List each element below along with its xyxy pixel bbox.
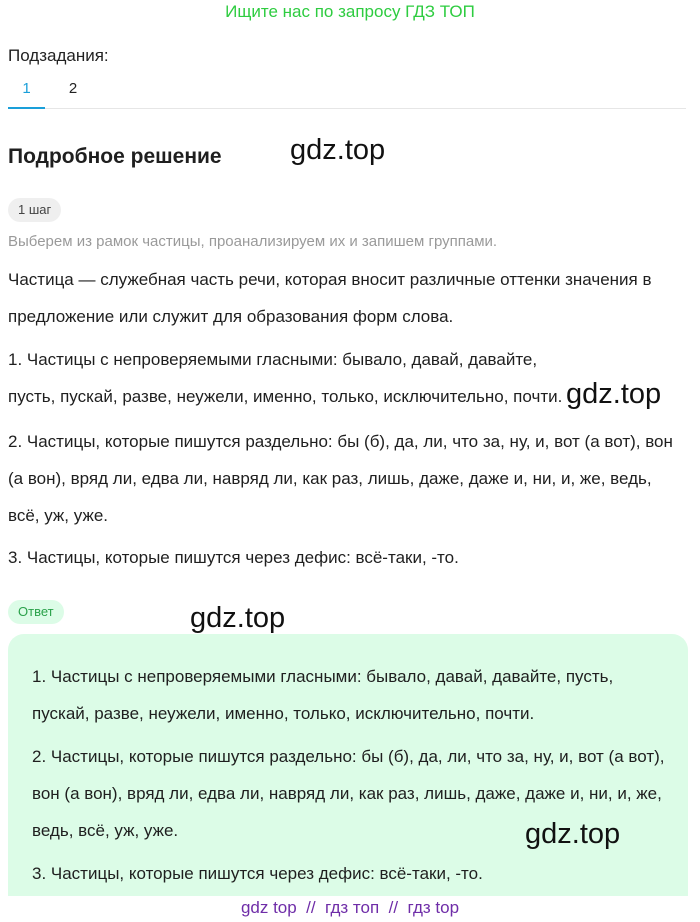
definition-text: Частица — служебная часть речи, которая вносит различные оттенки значения в предложение или служит для образования форм слова. (8, 270, 652, 326)
answer-box (8, 634, 688, 922)
footer-links[interactable]: gdz top // гдз топ // гдз top (0, 896, 700, 922)
subtasks-label: Подзадания: (8, 46, 109, 65)
search-banner: Ищите нас по запросу ГДЗ ТОП (225, 2, 475, 21)
watermark: gdz.top (190, 602, 286, 634)
step-badge: 1 шаг (8, 198, 61, 222)
answer-item-2: 2. Частицы, которые пишутся раздельно: бы (б), да, ли, что за, ну, и, вот (а вот), вон (а вон), вряд ли, едва ли, навряд ли, как раз, лишь, даже, даже и, ни, и, же, ведь, всё, уж, уже. (32, 747, 665, 840)
answer-item-1: 1. Частицы с непроверяемыми гласными: бывало, давай, давайте, пусть, пускай, разве, неужели, именно, только, исключительно, почти. (32, 667, 614, 723)
watermark: gdz.top (290, 134, 386, 166)
solution-item-1: 1. Частицы с непроверяемыми гласными: бывало, давай, давайте, пусть, пускай, разве, неужели, именно, только, исключительно, почти. (8, 350, 563, 406)
tab-subtask-2[interactable]: 2 (68, 80, 78, 97)
solution-item-2: 2. Частицы, которые пишутся раздельно: бы (б), да, ли, что за, ну, и, вот (а вот), вон (а вон), вряд ли, едва ли, навряд ли, как раз, лишь, даже, даже и, ни, и, же, ведь, всё, уж, уже. (8, 432, 673, 525)
step-hint: Выберем из рамок частицы, проанализируем их и запишем группами. (8, 233, 498, 250)
tab-subtask-1[interactable]: 1 (8, 80, 45, 109)
solution-title: Подробное решение (8, 145, 222, 168)
watermark: gdz.top (566, 378, 662, 410)
answer-item-3: 3. Частицы, которые пишутся через дефис: всё-таки, -то. (32, 864, 483, 883)
watermark: gdz.top (525, 818, 621, 850)
solution-item-3: 3. Частицы, которые пишутся через дефис: всё-таки, -то. (8, 548, 459, 567)
answer-badge: Ответ (8, 600, 64, 624)
subtask-tabs (8, 78, 686, 109)
